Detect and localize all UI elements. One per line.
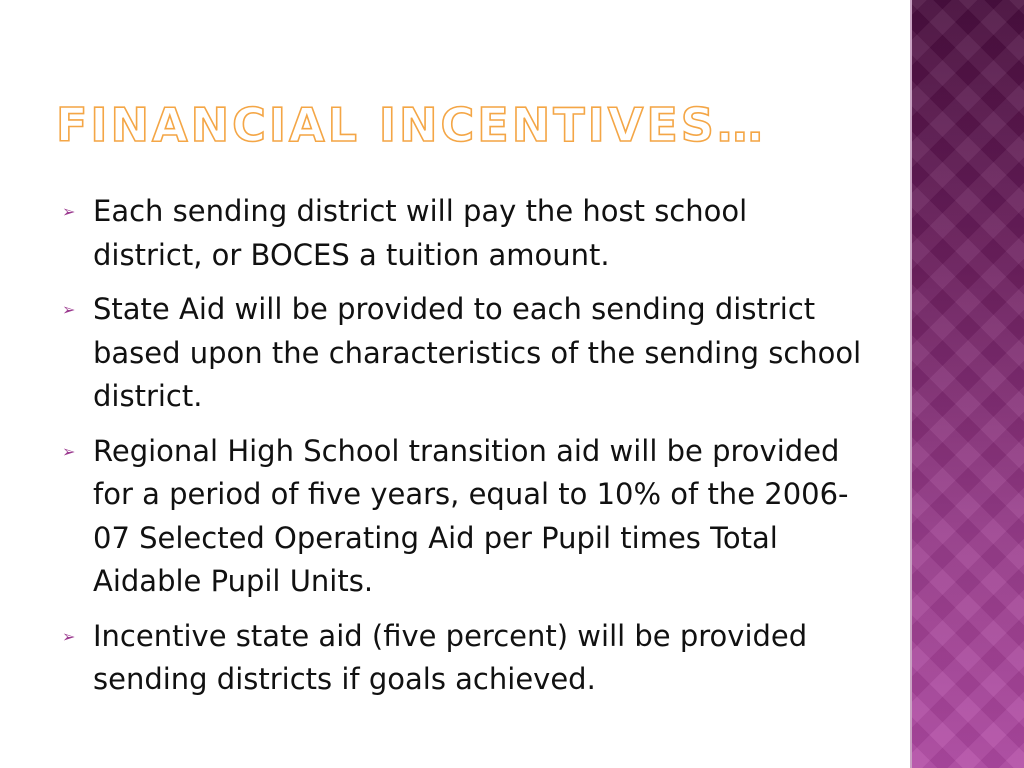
bullet-text: Incentive state aid (five percent) will be provided sending districts if goals achieved. (93, 618, 808, 696)
arrow-bullet-icon: ➢ (62, 202, 76, 221)
bullet-item (62, 430, 862, 604)
arrow-bullet-icon: ➢ (62, 441, 76, 461)
bullet-text: State Aid will be provided to each sending district based upon the characteristics of the sending school district. (93, 292, 862, 413)
slide-title: FINANCIAL INCENTIVES… (56, 98, 766, 152)
bullet-text: Regional High School transition aid will be provided for a period of five years, equal to 10% of the 2006-07 Selected Operating Aid per Pupil times Total Aidable Pupil Units. (93, 433, 849, 598)
decorative-side-band (912, 0, 1024, 768)
bullet-text: Each sending district will pay the host school district, or BOCES a tuition amount. (93, 194, 748, 272)
bullet-item (62, 615, 862, 702)
arrow-bullet-icon: ➢ (62, 300, 76, 319)
bullet-list (62, 190, 862, 713)
arrow-bullet-icon: ➢ (62, 626, 76, 646)
bullet-item (62, 288, 862, 419)
bullet-item (62, 190, 862, 277)
